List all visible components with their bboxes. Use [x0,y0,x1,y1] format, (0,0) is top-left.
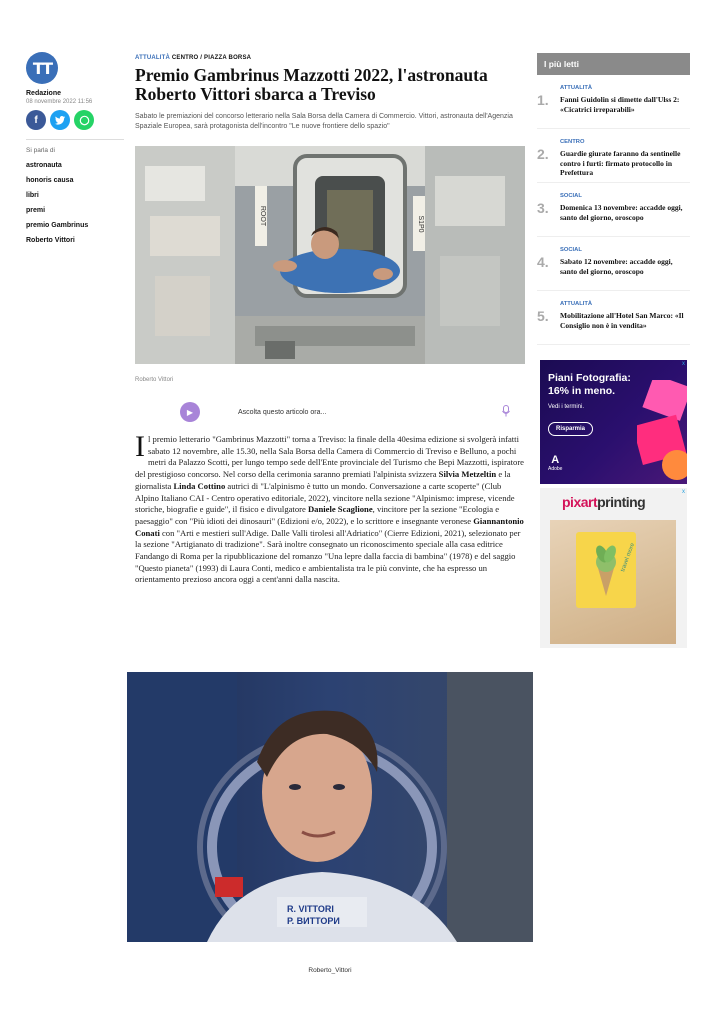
play-button[interactable] [180,402,200,422]
most-read-header: I più letti [537,53,690,75]
logo-part-printing: printing [597,494,646,510]
tag-link[interactable]: libri [26,192,39,199]
play-icon: ▶ [186,407,194,417]
suit-name-cyrillic: Р. ВИТТОРИ [287,916,340,926]
rank-number: 2. [537,146,549,162]
item-title[interactable]: Mobilitazione all'Hotel San Marco: «Il Consiglio non è in vendita» [560,311,684,330]
article-photo[interactable] [127,672,533,942]
twitter-share-button[interactable] [50,110,70,130]
ice-cream-illustration [576,532,636,608]
adobe-logo-glyph: A [551,454,560,466]
share-buttons [26,110,126,130]
article-body [135,430,525,586]
facebook-icon: f [34,114,38,126]
ad-headline: Piani Fotografia: 16% in meno. [548,372,631,397]
most-read-item[interactable] [537,75,690,129]
breadcrumb [135,55,525,61]
article-title: Premio Gambrinus Mazzotti 2022, l'astronauta Roberto Vittori sbarca a Treviso [135,65,488,104]
person-name: Linda Cottino [173,480,226,491]
breadcrumb-category[interactable]: ATTUALITÀ [135,55,171,61]
item-category[interactable]: SOCIAL [560,193,582,199]
hero-image[interactable] [135,146,525,364]
body-text: e la giornalista [135,469,511,491]
tag-link[interactable]: astronauta [26,162,62,169]
body-text: , vincitore per la sezione "Ecologia e paesaggio" con "Più idioti dei dinosauri" (Edizioni e/o, 2022), e lo scrittore e insegnante veronese [135,504,500,526]
body-text: autrici di "L'alpinismo è tutto un mondo. Conversazione a carte scoperte" (Club Alpino Italiano CAI - Centro operativo editoriale, 2022), vincitore nella sezione "Alpinismo: imprese, vicende storiche, biografie e guide", il fisico e divulgatore [135,480,515,515]
person-name: Silvia Metzeltin [438,469,497,480]
author-sidebar [26,52,126,248]
ad-close-icon[interactable]: x [682,361,685,367]
pixartprinting-ad-banner[interactable] [540,488,687,648]
adobe-logo-text: Adobe [548,466,563,472]
hero-caption: Roberto Vittori [135,377,174,383]
sidebar-divider [26,139,124,140]
twitter-icon [55,116,65,125]
tags-label: Si parla di [26,147,55,154]
tag-link[interactable]: Roberto Vittori [26,237,75,244]
logo-part-pixart: pixart [562,494,598,510]
printed-card [576,532,636,608]
tag-list [26,158,126,248]
item-title[interactable]: Guardie giurate faranno da sentinelle contro i furti: firmato protocollo in Prefettura [560,149,681,177]
person-name: Giannantonio Conati [135,515,524,538]
item-category[interactable]: CENTRO [560,139,585,145]
tag-link[interactable]: premi [26,207,46,214]
item-title[interactable]: Sabato 12 novembre: accadde oggi, santo del giorno, oroscopo [560,257,673,276]
most-read-list [537,75,690,345]
ad-terms[interactable]: Vedi i termini. [548,404,585,410]
most-read-item[interactable] [537,183,690,237]
adobe-logo [548,454,562,472]
tag-link[interactable]: premio Gambrinus [26,222,89,229]
speechkit-icon[interactable] [502,405,510,420]
card-text: travel more [620,542,636,573]
item-title[interactable]: Domenica 13 novembre: accadde oggi, santo del giorno, oroscopo [560,203,683,222]
drop-cap: I [135,430,145,463]
adobe-ad-banner[interactable] [540,360,687,484]
article-subtitle: Sabato le premiazioni del concorso letterario nella Sala Borsa della Camera di Commercio. Vittori, astronauta dell'Agenzia Spaziale Europea, sarà protagonista dell'incontro "Le nuove frontiere dello spazio" [135,113,513,130]
rank-number: 4. [537,254,549,270]
body-text: con "Arti e mestieri sull'Adige. Dalle Valli tirolesi all'Adriatico" (Cierre Edizioni, 2021), selezionato per la sezione "Artigianato di tradizione". Sarà inoltre consegnato un riconoscimento speciale alla casa editrice Fandango di Roma per la ripubblicazione del romanzo "Una lepre dalla faccia di bambina" (1978) e del saggio "Questo pianeta" (1993) di Laura Conti, medico e ambientalista tra le più convinte, che ha espresso un orientamento prezioso ancora oggi a cent'anni dalla nascita. [135,527,521,585]
person-name: Daniele Scaglione [307,504,373,515]
body-text: l premio letterario "Gambrinus Mazzotti" torna a Treviso: la finale della 40esima edizione si svolgerà infatti sabato 12 novembre, alle 15.30, nella Sala Borsa della Camera di Commercio di Treviso e Belluno, a pochi metri da Palazzo Scotti, per lungo tempo sede dell'Ente provinciale del Turismo che Bepi Mazzotti, ispiratore del prestigioso concorso. Nel corso della cerimonia saranno premiati l'alpinista svizzera [135,434,524,480]
author-name[interactable]: Redazione [26,90,62,97]
whatsapp-icon [79,115,90,126]
article-header [135,55,525,132]
item-title[interactable]: Fanni Guidolin si dimette dall'Ulss 2: «Cicatrici irreparabili» [560,95,680,114]
item-category[interactable]: ATTUALITÀ [560,301,593,307]
publish-date: 08 novembre 2022 11:56 [26,99,93,105]
facebook-share-button[interactable] [26,110,46,130]
module-label-left: ROOT [259,205,266,227]
suit-name-latin: R. VITTORI [287,904,334,914]
tag-link[interactable]: honoris causa [26,177,74,184]
photo-caption: Roberto_Vittori [308,967,352,974]
most-read-item[interactable] [537,129,690,183]
most-read-widget [537,53,690,345]
space-station-photo [135,146,525,364]
astronaut-portrait [127,672,533,942]
module-label-right: S1P0 [417,215,424,233]
audio-label: Ascolta questo articolo ora... [238,408,327,416]
rank-number: 1. [537,92,549,108]
whatsapp-share-button[interactable] [74,110,94,130]
audio-player [180,400,520,424]
site-logo[interactable]: TT [26,52,58,84]
rank-number: 5. [537,308,549,324]
item-category[interactable]: SOCIAL [560,247,582,253]
breadcrumb-location[interactable]: CENTRO / PIAZZA BORSA [171,55,252,61]
most-read-item[interactable] [537,291,690,345]
pixartprinting-logo [562,494,645,510]
item-category[interactable]: ATTUALITÀ [560,85,593,91]
most-read-item[interactable] [537,237,690,291]
ad-close-icon[interactable]: x [682,489,685,495]
ad-cta-button[interactable]: Risparmia [548,422,593,436]
rank-number: 3. [537,200,549,216]
